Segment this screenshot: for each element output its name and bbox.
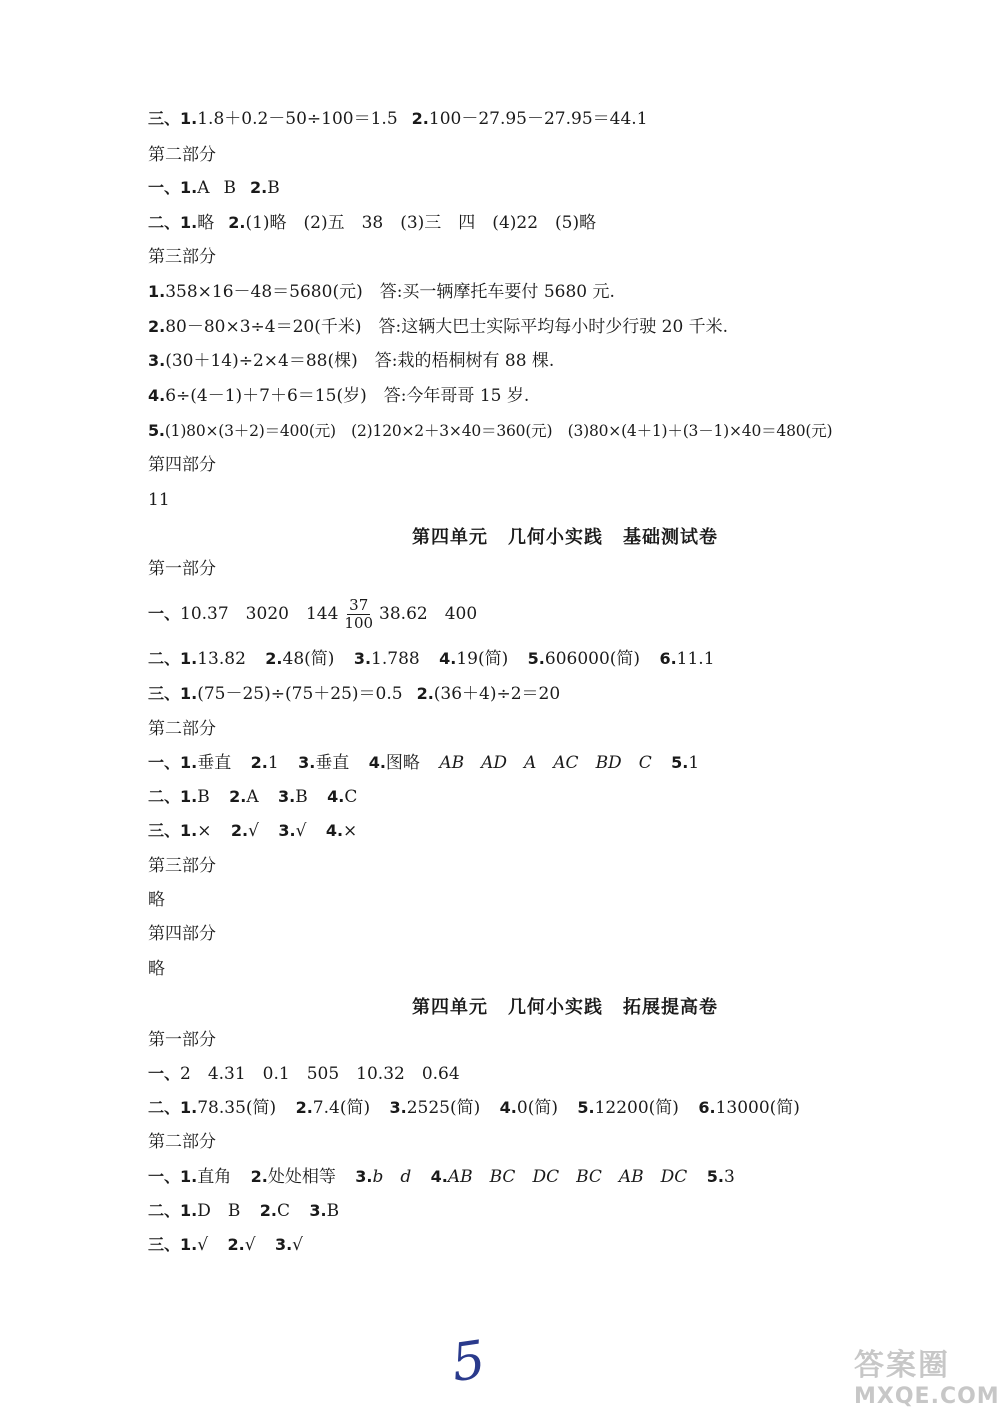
- answer-text: 19(简): [456, 649, 509, 669]
- watermark-url: MXQE.COM: [854, 1384, 1000, 1409]
- answer-text: 略: [148, 959, 165, 979]
- answer-text: B: [295, 787, 308, 807]
- item-label: 3.: [353, 649, 372, 668]
- item-label: 3.: [278, 821, 296, 840]
- fraction: [344, 597, 373, 632]
- item-label: 4.: [368, 753, 386, 772]
- section-title: 第三部分: [148, 247, 216, 267]
- heading-part: 第四单元: [412, 997, 488, 1018]
- prev-part1-line-san: [148, 108, 648, 130]
- answer-text: D B: [197, 1201, 241, 1221]
- item-label: 2.: [229, 787, 247, 806]
- answer-text: 垂直: [315, 753, 350, 773]
- heading-part: 基础测试卷: [623, 527, 718, 548]
- answer-text: (36＋4)÷2＝20: [433, 684, 561, 704]
- item-label: 三、1.: [148, 821, 198, 840]
- item-label: 2.: [230, 821, 249, 840]
- item-label: 4.: [439, 649, 457, 668]
- sec2-line-er: [148, 212, 596, 234]
- answer-text: 6÷(4－1)＋7＋6＝15(岁) 答:今年哥哥 15 岁.: [165, 386, 530, 406]
- unit-a-p2-line-er: [148, 786, 357, 808]
- answer-text: 38.62 400: [379, 604, 478, 624]
- sec4-answer: 11: [148, 490, 170, 510]
- answer-text: C: [344, 787, 358, 807]
- answer-text: 1.788: [371, 649, 420, 669]
- unit-a-p1-line-er: [148, 648, 715, 670]
- heading-part: 几何小实践: [508, 997, 603, 1018]
- item-label: 3.: [298, 753, 316, 772]
- answer-text: 1.8＋0.2－50÷100＝1.5: [197, 109, 398, 129]
- item-label: 一、1.: [148, 753, 198, 772]
- item-label: 一、1.: [148, 1167, 198, 1186]
- page-number: 5: [447, 1329, 490, 1395]
- answer-text: √: [248, 821, 259, 841]
- answer-text: √: [197, 1235, 209, 1255]
- sec3-q5: [148, 420, 832, 442]
- heading-part: 几何小实践: [508, 527, 603, 548]
- unit-heading: [0, 523, 1000, 549]
- item-label: 2.: [250, 753, 268, 772]
- answer-text: 13000(简): [715, 1098, 800, 1118]
- unit-b-p2-line-yi: [148, 1166, 735, 1188]
- sec3-q3: [148, 350, 554, 372]
- answer-text: 直角: [197, 1167, 232, 1187]
- item-label: 5.: [671, 753, 689, 772]
- answer-text: B: [267, 178, 280, 198]
- item-label: 二、1.: [148, 787, 198, 806]
- item-label: 3.: [389, 1098, 407, 1117]
- answer-text: B: [223, 178, 236, 198]
- section-title: 第二部分: [148, 1132, 216, 1152]
- answer-text: 处处相等: [267, 1167, 336, 1187]
- answer-text: (75－25)÷(75＋25)＝0.5: [197, 684, 403, 704]
- watermark-logo: [854, 1340, 1000, 1414]
- item-label: 2.: [250, 178, 268, 197]
- answer-text: (30＋14)÷2×4＝88(棵) 答:栽的梧桐树有 88 棵.: [165, 351, 555, 371]
- unit-a-p1-line-san: [148, 683, 560, 705]
- section-title: 第四部分: [148, 455, 216, 475]
- section-title: 第三部分: [148, 856, 216, 876]
- unit-a-p1-line-yi: [148, 596, 477, 632]
- item-label: 4.: [430, 1167, 448, 1186]
- answer-text: (1)略 (2)五 38 (3)三 四 (4)22 (5)略: [245, 213, 597, 233]
- answer-text: √: [295, 821, 307, 841]
- unit-b-p2-line-er: [148, 1200, 339, 1222]
- item-label: 5.: [527, 649, 545, 668]
- answer-text: 略: [197, 213, 215, 233]
- answer-text: 图略: [385, 753, 420, 773]
- answer-text: ×: [197, 821, 212, 841]
- item-label: 1.: [148, 282, 166, 301]
- item-label: 2.: [265, 649, 283, 668]
- section-title: 第一部分: [148, 559, 216, 579]
- answer-text: A: [197, 178, 210, 198]
- answer-text: √: [292, 1235, 303, 1255]
- answer-italic-letters: AB BC DC BC AB DC: [447, 1167, 688, 1187]
- answer-text: 10.37 3020 144: [180, 604, 339, 624]
- item-label: 3.: [355, 1167, 373, 1186]
- answer-text: 0(简): [516, 1098, 558, 1118]
- item-label: 三、1.: [148, 109, 198, 128]
- section-title: 第四部分: [148, 924, 216, 944]
- answer-text: B: [197, 787, 210, 807]
- item-label: 5.: [577, 1098, 595, 1117]
- item-label: 一、1.: [148, 178, 198, 197]
- heading-part: 拓展提高卷: [623, 997, 718, 1018]
- item-label: 2.: [148, 317, 166, 336]
- answer-text: √: [244, 1235, 256, 1255]
- answer-text: A: [246, 787, 259, 807]
- sec3-q4: [148, 385, 529, 407]
- item-label: 2.: [416, 684, 434, 703]
- item-label: 3.: [148, 351, 166, 370]
- answer-text: 606000(简): [544, 649, 641, 669]
- fraction-denominator: 100: [344, 614, 374, 632]
- item-label: 一、: [148, 1064, 181, 1083]
- answer-text: 100－27.95－27.95＝44.1: [428, 109, 648, 129]
- answer-italic-letters: b d: [372, 1167, 412, 1187]
- item-label: 2.: [295, 1098, 313, 1117]
- item-label: 三、1.: [148, 684, 198, 703]
- answer-text: C: [276, 1201, 290, 1221]
- item-label: 一、: [148, 604, 181, 623]
- answer-text: ×: [343, 821, 358, 841]
- item-label: 二、1.: [148, 649, 198, 668]
- item-label: 5.: [706, 1167, 724, 1186]
- item-label: 4.: [325, 821, 344, 840]
- item-label: 2.: [259, 1201, 277, 1220]
- item-label: 6.: [698, 1098, 716, 1117]
- answer-text: 1: [267, 753, 279, 773]
- answer-text: 13.82: [197, 649, 246, 669]
- answer-italic-letters: AB AD A AC BD C: [439, 753, 652, 773]
- fraction-numerator: 37: [349, 596, 369, 614]
- unit-b-p1-line-er: [148, 1097, 800, 1119]
- item-label: 二、1.: [148, 213, 198, 232]
- answer-text: 1: [688, 753, 700, 773]
- answer-text: 2525(简): [406, 1098, 481, 1118]
- section-title: 第二部分: [148, 145, 216, 165]
- unit-b-p1-line-yi: [148, 1063, 460, 1085]
- sec3-q1: [148, 281, 615, 303]
- answer-text: 7.4(简): [312, 1098, 371, 1118]
- item-label: 6.: [659, 649, 677, 668]
- heading-part: 第四单元: [412, 527, 488, 548]
- answer-text: 2 4.31 0.1 505 10.32 0.64: [180, 1064, 460, 1084]
- item-label: 4.: [148, 386, 166, 405]
- answer-text: 略: [148, 890, 165, 910]
- section-title: 第二部分: [148, 719, 216, 739]
- item-label: 3.: [309, 1201, 327, 1220]
- section-title: 第一部分: [148, 1030, 216, 1050]
- item-label: 4.: [327, 787, 345, 806]
- item-label: 3.: [274, 1235, 293, 1254]
- item-label: 2.: [250, 1167, 268, 1186]
- item-label: 2.: [227, 1235, 245, 1254]
- item-label: 二、1.: [148, 1201, 198, 1220]
- item-label: 3.: [278, 787, 296, 806]
- answer-text: (1)80×(3＋2)＝400(元) (2)120×2＋3×40＝360(元) (3)80×(4＋1)＋(3－1)×40＝480(元): [164, 422, 833, 440]
- answer-text: 48(简): [282, 649, 335, 669]
- answer-text: 358×16－48＝5680(元) 答:买一辆摩托车要付 5680 元.: [165, 282, 615, 302]
- item-label: 二、1.: [148, 1098, 198, 1117]
- item-label: 2.: [228, 213, 246, 232]
- item-label: 4.: [499, 1098, 517, 1117]
- sec2-line-yi: [148, 177, 280, 199]
- unit-heading: [0, 993, 1000, 1019]
- answer-text: 垂直: [197, 753, 232, 773]
- item-label: 5.: [148, 421, 165, 440]
- unit-b-p2-line-san: [148, 1234, 303, 1256]
- item-label: 2.: [411, 109, 429, 128]
- answer-text: 78.35(简): [197, 1098, 277, 1118]
- answer-text: B: [326, 1201, 340, 1221]
- unit-a-p2-line-yi: [148, 752, 699, 774]
- answer-text: 11.1: [676, 649, 715, 669]
- item-label: 三、1.: [148, 1235, 198, 1254]
- sec3-q2: [148, 316, 728, 338]
- answer-text: 80－80×3÷4＝20(千米) 答:这辆大巴士实际平均每小时少行驶 20 千米.: [165, 317, 729, 337]
- answer-text: 12200(简): [594, 1098, 679, 1118]
- watermark-text: 答案圈: [854, 1348, 950, 1383]
- unit-a-p2-line-san: [148, 820, 357, 842]
- answer-text: 3: [723, 1167, 735, 1187]
